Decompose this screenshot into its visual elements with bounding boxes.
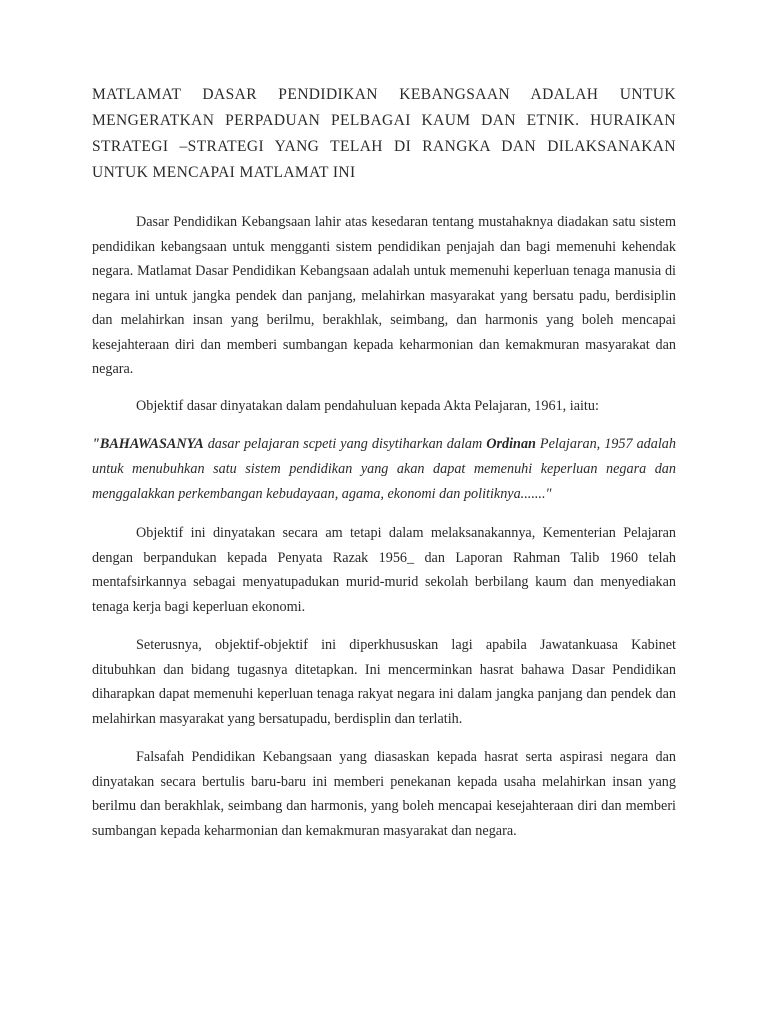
document-title: MATLAMAT DASAR PENDIDIKAN KEBANGSAAN ADALAH UNTUK MENGERATKAN PERPADUAN PELBAGAI KAUM DAN ETNIK. HURAIKAN STRATEGI –STRATEGI YANG TELAH DI RANGKA DAN DILAKSANAKAN UNTUK MENCAPAI MATLAMAT INI [92, 86, 676, 181]
paragraph-objective-lead: Objektif dasar dinyatakan dalam pendahuluan kepada Akta Pelajaran, 1961, iaitu: [136, 397, 599, 414]
paragraph-implementation: Objektif ini dinyatakan secara am tetapi dalam melaksanakannya, Kementerian Pelajaran dengan berpandukan kepada Penyata Razak 1956_ dan Laporan Rahman Talib 1960 telah mentafsirkannya sebagai menyatupadukan murid-murid sekolah berbilang kaum dan menyediakan tenaga kerja bagi keperluan ekonomi. [92, 525, 676, 615]
quote-text-part2: Pelajaran, 1957 adalah untuk menubuhkan satu sistem pendidikan yang akan dapat memenuhi keperluan negara dan menggalakkan perkembangan kebudayaan, [92, 436, 676, 502]
document-page [92, 82, 676, 857]
quote-bold-word: Ordinan [486, 436, 536, 452]
quote-opening-word: "BAHAWASANYA [92, 436, 204, 452]
quote-akta-pelajaran [92, 432, 676, 507]
paragraph-philosophy: Falsafah Pendidikan Kebangsaan yang diasaskan kepada hasrat serta aspirasi negara dan dinyatakan secara bertulis baru-baru ini memberi penekanan kepada usaha melahirkan insan yang berilmu dan berakhlak, seimbang dan harmonis, yang boleh mencapai kesejahteraan diri dan memberi sumbangan kepada keharmonian dan kemakmuran masyarakat dan negara. [92, 749, 676, 839]
quote-text-end: agama, ekonomi dan politiknya......." [338, 486, 552, 502]
paragraph-intro: Dasar Pendidikan Kebangsaan lahir atas kesedaran tentang mustahaknya diadakan satu sistem pendidikan kebangsaan untuk mengganti sistem pendidikan penjajah dan bagi memenuhi kehendak negara. Matlamat Dasar Pendidikan Kebangsaan adalah untuk memenuhi keperluan tenaga manusia di negara ini untuk jangka pendek dan panjang, melahirkan masyarakat yang bersatu padu, berdisiplin dan melahirkan insan yang berilmu, berakhlak, seimbang, dan harmonis yang boleh mencapai kesejahteraan diri dan memberi sumbangan kepada keharmonian dan kemakmuran masyarakat dan negara. [92, 214, 676, 377]
quote-text-part1: dasar pelajaran scpeti yang disytiharkan dalam [203, 436, 487, 452]
paragraph-cabinet-committee: Seterusnya, objektif-objektif ini diperkhususkan lagi apabila Jawatankuasa Kabinet ditubuhkan dan bidang tugasnya ditetapkan. Ini mencerminkan hasrat bahawa Dasar Pendidikan diharapkan dapat memenuhi keperluan tenaga rakyat negara ini dalam jangka panjang dan pendek dan melahirkan masyarakat yang bersatupadu, berdisplin dan terlatih. [92, 637, 676, 727]
